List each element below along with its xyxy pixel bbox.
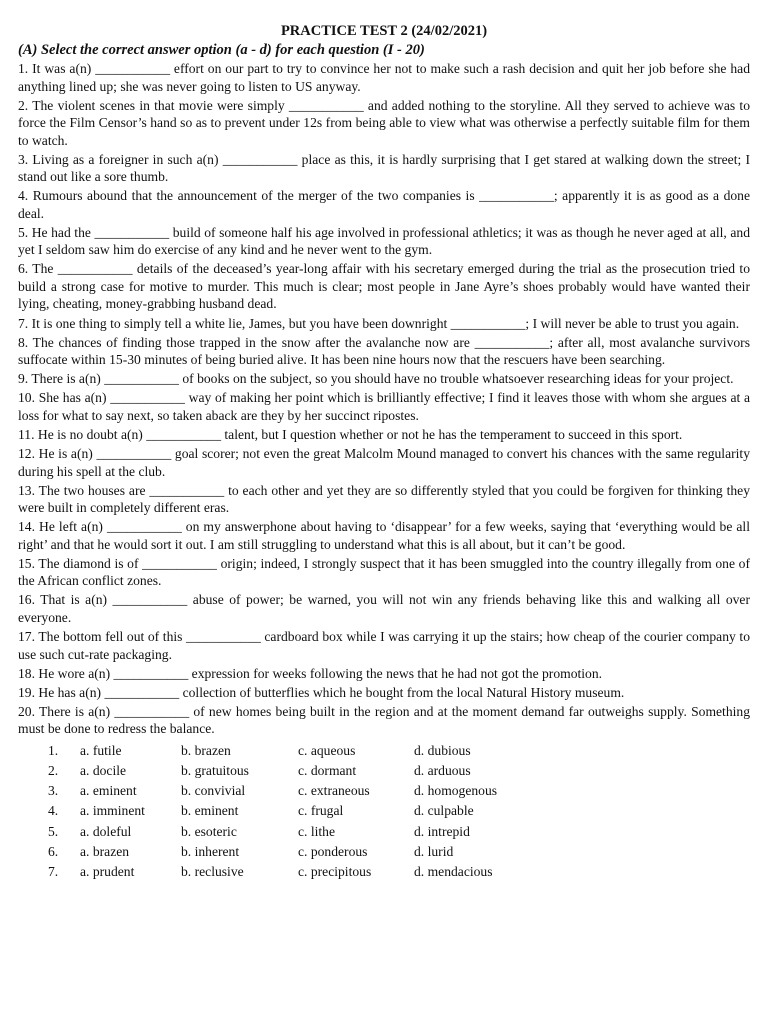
answer-row-2 [18, 761, 750, 781]
answer-row-1 [18, 741, 750, 761]
option-b: b. convivial [181, 783, 246, 799]
answer-number: 6. [48, 843, 59, 859]
option-a: a. eminent [80, 783, 137, 799]
question-2: 2. The violent scenes in that movie were simply ___________ and added nothing to the storyline. All they served to achieve was to force the Film Censor’s hand so as to prevent under 12s from being able to view what was otherwise a perfectly suitable film for them to watch. [18, 97, 750, 148]
answer-row-4 [18, 801, 750, 821]
option-b: b. reclusive [181, 863, 244, 879]
option-c: c. frugal [298, 803, 344, 819]
question-11: 11. He is no doubt a(n) ___________ talent, but I question whether or not he has the temperament to succeed in this sport. [18, 426, 683, 442]
question-20: 20. There is a(n) ___________ of new homes being built in the region and at the moment demand far outweighs supply. Something must be done to redress the balance. [18, 703, 750, 737]
question-15: 15. The diamond is of ___________ origin; indeed, I strongly suspect that it has been smuggled into the country illegally from one of the African conflict zones. [18, 555, 750, 589]
question-12: 12. He is a(n) ___________ goal scorer; not even the great Malcolm Mound managed to convert his chances with the same regularity during his spell at the club. [18, 446, 750, 479]
answer-row-3 [18, 781, 750, 801]
answer-row-7 [18, 862, 750, 882]
question-18: 18. He wore a(n) ___________ expression for weeks following the news that he had not got the promotion. [18, 665, 603, 681]
option-d: d. dubious [414, 742, 471, 758]
question-5: 5. He had the ___________ build of someone half his age involved in professional athletics; it was as though he never aged at all, and yet I seldom saw him do exercise of any kind and he never went to the gym. [18, 224, 750, 258]
answer-number: 2. [48, 762, 59, 778]
option-d: d. arduous [414, 762, 471, 778]
section-instruction: (A) Select the correct answer option (a - d) for each question (I - 20) [18, 42, 425, 58]
question-3: 3. Living as a foreigner in such a(n) ___________ place as this, it is hardly surprising that I get stared at walking down the street; I stand out like a sore thumb. [18, 151, 750, 185]
option-a: a. doleful [80, 823, 132, 839]
answer-options-table [18, 741, 750, 882]
option-c: c. dormant [298, 762, 357, 778]
option-c: c. extraneous [298, 783, 370, 799]
option-a: a. imminent [80, 803, 145, 819]
question-list [18, 60, 750, 738]
question-1: 1. It was a(n) ___________ effort on our part to try to convince her not to make such a rash decision and quit her job before she had anything lined up; she was never going to listen to US anyway. [18, 61, 750, 94]
answer-number: 3. [48, 783, 59, 799]
option-b: b. brazen [181, 742, 231, 758]
answer-number: 4. [48, 803, 59, 819]
option-d: d. culpable [414, 803, 474, 819]
option-a: a. futile [80, 742, 122, 758]
question-7: 7. It is one thing to simply tell a white lie, James, but you have been downright ___________; I will never be able to trust you again. [18, 315, 740, 331]
question-10: 10. She has a(n) ___________ way of making her point which is brilliantly effective; I find it leaves those with whom she argues at a loss for what to say next, so taken aback are they by her succinct ripostes. [18, 390, 750, 423]
option-b: b. inherent [181, 843, 240, 859]
page-title: PRACTICE TEST 2 (24/02/2021) [280, 23, 488, 39]
option-c: c. ponderous [298, 843, 368, 859]
question-17: 17. The bottom fell out of this ___________ cardboard box while I was carrying it up the stairs; how cheap of the courier company to use such cut-rate packaging. [18, 629, 750, 662]
option-a: a. brazen [80, 843, 130, 859]
question-8: 8. The chances of finding those trapped in the snow after the avalanche now are ___________; after all, most avalanche survivors suffocate within 15-30 minutes of being buried alive. It has been nine hours now that the rescuers have been searching. [18, 334, 750, 368]
option-d: d. intrepid [414, 823, 470, 839]
answer-number: 5. [48, 823, 59, 839]
question-4: 4. Rumours abound that the announcement of the merger of the two companies is ___________; apparently it is as good as a done deal. [18, 188, 750, 221]
answer-number: 7. [48, 863, 59, 879]
question-16: 16. That is a(n) ___________ abuse of power; be warned, you will not win any friends behaving like this and walking all over everyone. [18, 592, 750, 625]
option-a: a. docile [80, 762, 127, 778]
question-19: 19. He has a(n) ___________ collection of butterflies which he bought from the local Natural History museum. [18, 684, 625, 700]
question-6: 6. The ___________ details of the deceased’s year-long affair with his secretary emerged during the trial as the prosecution tried to build a strong case for motive to murder. This much is clear; most people in Jane Ayre’s shoes probably would have wanted their lying, cheating, money-grabbing husband dead. [18, 261, 750, 312]
question-14: 14. He left a(n) ___________ on my answerphone about having to ‘disappear’ for a few weeks, saying that ‘everything would be all right’ and that he would sort it out. I am still struggling to understand what this is all about, but it can’t be good. [18, 519, 750, 552]
option-d: d. homogenous [414, 783, 498, 799]
option-c: c. precipitous [298, 863, 372, 879]
option-d: d. lurid [414, 843, 454, 859]
option-c: c. aqueous [298, 742, 356, 758]
answer-row-6 [18, 842, 750, 862]
question-9: 9. There is a(n) ___________ of books on the subject, so you should have no trouble whatsoever researching ideas for your project. [18, 371, 734, 387]
answer-number: 1. [48, 742, 59, 758]
answer-row-5 [18, 822, 750, 842]
option-b: b. gratuitous [181, 762, 249, 778]
option-b: b. esoteric [181, 823, 237, 839]
option-c: c. lithe [298, 823, 335, 839]
option-d: d. mendacious [414, 863, 493, 879]
option-b: b. eminent [181, 803, 239, 819]
option-a: a. prudent [80, 863, 135, 879]
question-13: 13. The two houses are ___________ to each other and yet they are so differently styled that you could be forgiven for thinking they were built in completely different eras. [18, 482, 750, 516]
